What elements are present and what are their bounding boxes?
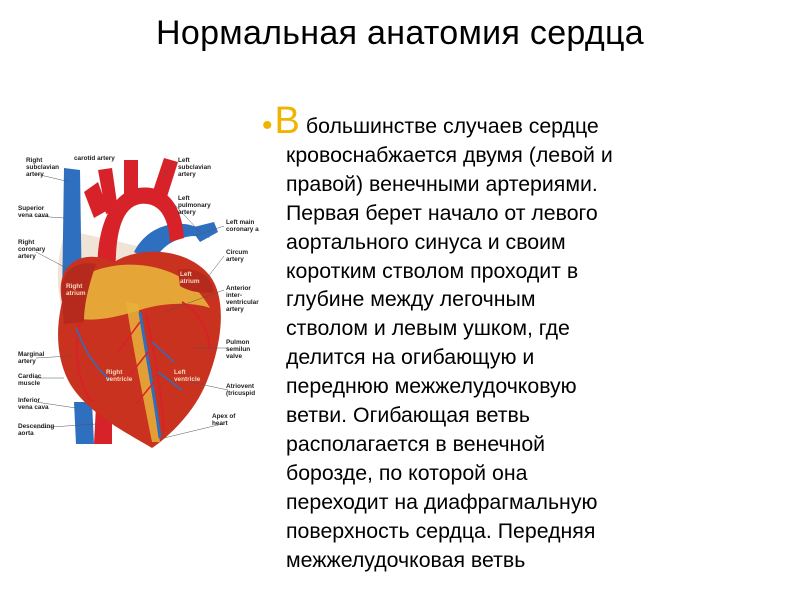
svg-text:Rightcoronaryartery: Right coronary artery bbox=[18, 239, 46, 260]
slide-title: Нормальная анатомия сердца bbox=[156, 14, 644, 52]
carotid-label: carotid artery bbox=[74, 155, 115, 162]
text-line: ветви. Огибающая ветвь bbox=[286, 403, 530, 428]
svg-text:Left maincoronary a: Left main coronary a bbox=[226, 219, 259, 233]
text-line: борозде, по которой она bbox=[286, 460, 528, 485]
bullet-icon: • bbox=[262, 109, 273, 142]
svg-text:Atriovent(tricuspid: Atriovent (tricuspid bbox=[226, 383, 256, 397]
svg-text:Cardiacmuscle: Cardiac muscle bbox=[18, 373, 42, 387]
text-line: межжелудочковая ветвь bbox=[286, 547, 526, 572]
text-line: Первая берет начало от левого bbox=[286, 200, 598, 225]
svg-text:Anteriorinter-ventriculararter: Anterior inter-ventricular artery bbox=[226, 285, 259, 313]
text-line: аортального синуса и своим bbox=[286, 229, 566, 254]
svg-text:Circumartery: Circum artery bbox=[226, 249, 249, 263]
svg-text:Pulmonsemilunvalve: Pulmon semilun valve bbox=[226, 339, 251, 360]
text-line: кровоснабжается двумя (левой и bbox=[286, 142, 613, 167]
text-line: правой) венечными артериями. bbox=[286, 171, 598, 196]
heart-anatomy-illustration bbox=[14, 152, 266, 448]
text-line: переходит на диафрагмальную bbox=[286, 489, 598, 514]
svg-text:Leftatrium: Left atrium bbox=[180, 271, 200, 285]
svg-text:Rightventricle: Right ventricle bbox=[106, 369, 133, 383]
text-line: глубине между легочным bbox=[286, 287, 536, 312]
text-line: переднюю межжелудочковую bbox=[286, 374, 577, 399]
text-line: коротким стволом проходит в bbox=[286, 258, 579, 283]
svg-text:Leftpulmonaryartery: Left pulmonary artery bbox=[178, 195, 211, 216]
text-line: поверхность сердца. Передняя bbox=[286, 518, 596, 543]
svg-text:Marginalartery: Marginal artery bbox=[18, 351, 45, 365]
body-text bbox=[262, 100, 762, 575]
svg-text:Inferiorvena cava: Inferior vena cava bbox=[18, 397, 49, 411]
text-line: располагается в венечной bbox=[286, 431, 546, 456]
lead-letter: В bbox=[274, 100, 300, 142]
svg-text:Descendingaorta: Descending aorta bbox=[18, 423, 55, 437]
heart-diagram bbox=[14, 152, 266, 448]
text-line: делится на огибающую и bbox=[286, 345, 535, 370]
svg-text:Rightatrium: Right atrium bbox=[66, 283, 86, 297]
svg-text:Rightsubclavianartery: Right subclavian artery bbox=[26, 157, 60, 178]
text-line: стволом и левым ушком, где bbox=[286, 316, 570, 341]
svg-text:Superiorvena cava: Superior vena cava bbox=[18, 205, 49, 219]
text-line-1: •В большинстве случаев сердце bbox=[262, 100, 599, 142]
svg-text:Apex ofheart: Apex of heart bbox=[212, 413, 236, 427]
inferior-vena-cava bbox=[74, 402, 94, 444]
svg-text:Leftsubclavianartery: Left subclavian artery bbox=[178, 157, 212, 178]
svg-text:Leftventricle: Left ventricle bbox=[174, 369, 201, 383]
